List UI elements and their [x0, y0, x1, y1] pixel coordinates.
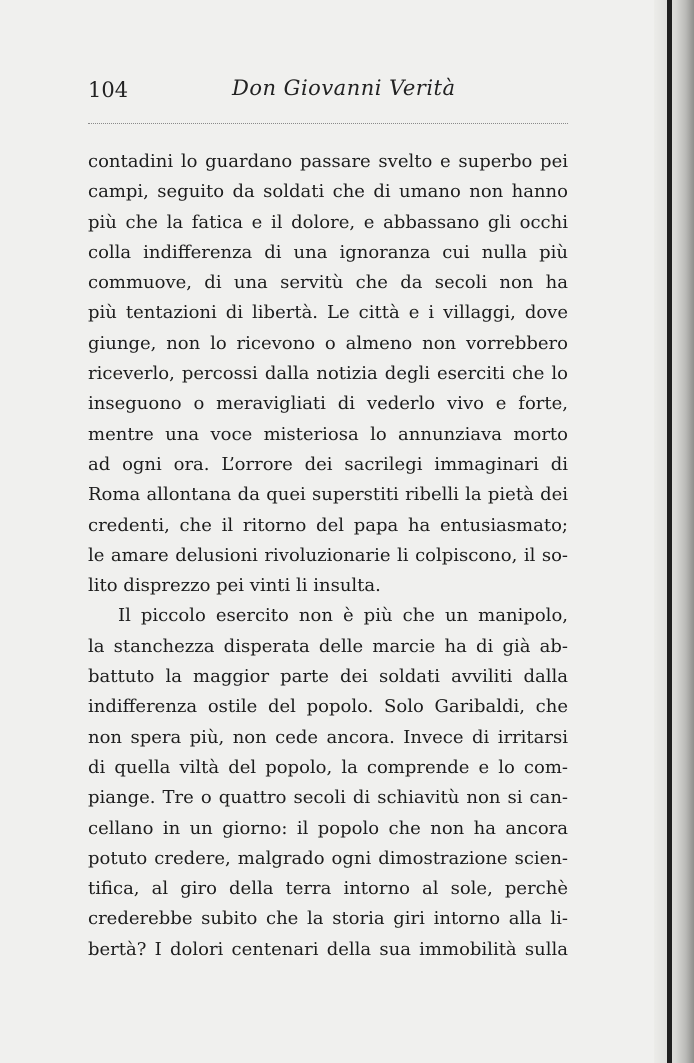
- text-line: commuove, di una servitù che da secoli non ha: [88, 272, 568, 294]
- text-line: Roma allontana da quei superstiti ribelli la pietà dei: [88, 484, 568, 506]
- text-line: la stanchezza disperata delle marcie ha di già ab-: [88, 635, 568, 657]
- text-line: bertà? I dolori centenari della sua immobilità sulla: [88, 938, 568, 960]
- paragraph: [88, 601, 568, 965]
- text-line: potuto credere, malgrado ogni dimostrazione scien-: [88, 847, 568, 869]
- text-line: cellano in un giorno: il popolo che non ha ancora: [88, 817, 568, 839]
- text-line: più tentazioni di libertà. Le città e i villaggi, dove: [88, 302, 568, 324]
- text-line: crederebbe subito che la storia giri intorno alla li-: [88, 908, 568, 930]
- text-line: Il piccolo esercito non è più che un manipolo,: [118, 605, 568, 627]
- text-line: ad ogni ora. L’orrore dei sacrilegi immaginari di: [88, 453, 568, 475]
- header-rule: [88, 123, 568, 124]
- text-line: le amare delusioni rivoluzionarie li colpiscono, il so-: [88, 544, 568, 566]
- text-line: credenti, che il ritorno del papa ha entusiasmato;: [88, 514, 568, 536]
- text-line: campi, seguito da soldati che di umano non hanno: [88, 181, 568, 203]
- paragraph: [88, 147, 568, 601]
- text-line: giunge, non lo ricevono o almeno non vorrebbero: [88, 332, 568, 354]
- running-title: Don Giovanni Verità: [232, 76, 456, 100]
- text-line: contadini lo guardano passare svelto e superbo pei: [88, 151, 568, 172]
- text-line: di quella viltà del popolo, la comprende e lo com-: [88, 756, 568, 778]
- text-line: mentre una voce misteriosa lo annunziava morto: [88, 423, 568, 445]
- book-spine-shadow: [654, 0, 694, 1063]
- text-line: battuto la maggior parte dei soldati avviliti dalla: [88, 666, 568, 688]
- body-text: [88, 147, 568, 965]
- text-line: più che la fatica e il dolore, e abbassano gli occhi: [88, 211, 568, 233]
- text-line: tifica, al giro della terra intorno al sole, perchè: [88, 878, 568, 900]
- page-header: [88, 74, 568, 114]
- text-line: colla indifferenza di una ignoranza cui nulla più: [88, 241, 568, 263]
- text-line: riceverlo, percossi dalla notizia degli eserciti che lo: [88, 363, 568, 385]
- page-number: 104: [88, 78, 129, 102]
- text-line: piange. Tre o quattro secoli di schiavitù non si can-: [88, 787, 568, 809]
- text-line: indifferenza ostile del popolo. Solo Garibaldi, che: [88, 696, 568, 718]
- text-line: non spera più, non cede ancora. Invece di irritarsi: [88, 726, 568, 748]
- book-spine-edge: [667, 0, 672, 1063]
- text-line: inseguono o meravigliati di vederlo vivo e forte,: [88, 393, 568, 415]
- text-line: lito disprezzo pei vinti li insulta.: [88, 575, 381, 597]
